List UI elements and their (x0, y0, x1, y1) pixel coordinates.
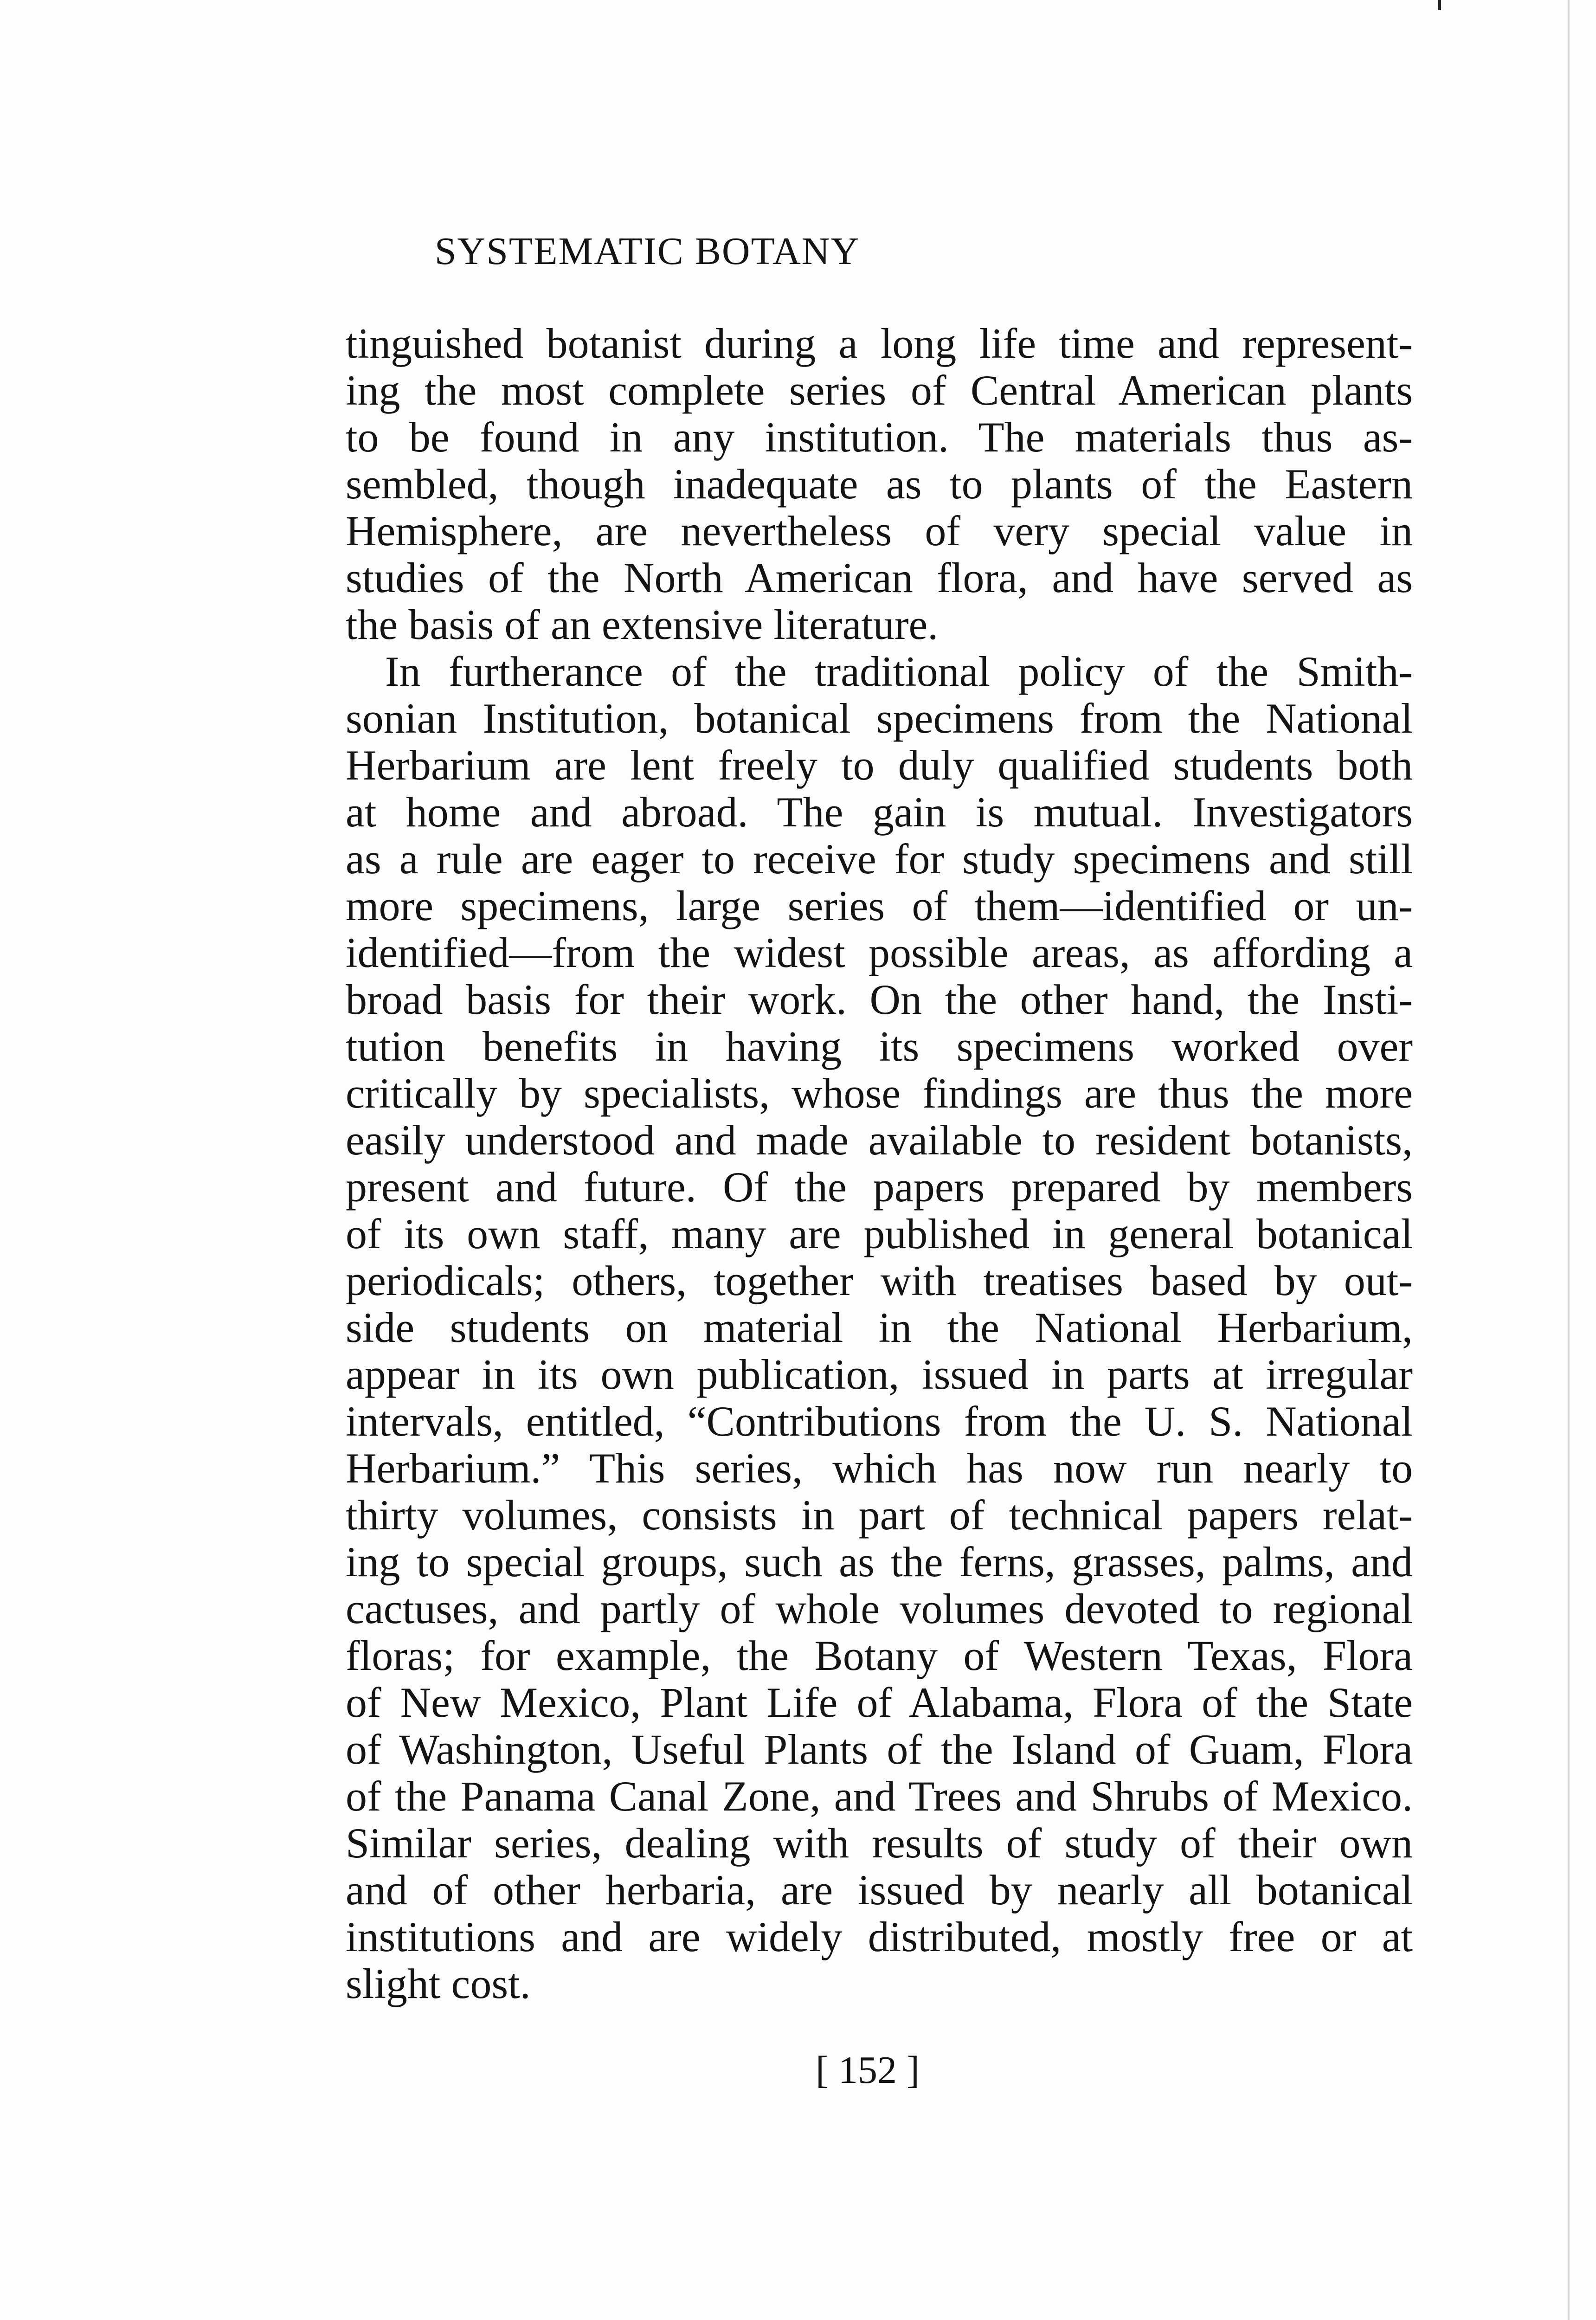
text-line: as a rule are eager to receive for study specimens and still (346, 835, 1413, 883)
page-number: [ 152 ] (816, 2049, 920, 2092)
text-line: tution benefits in having its specimens worked over (346, 1023, 1413, 1070)
text-line: cactuses, and partly of whole volumes devoted to regional (346, 1585, 1413, 1632)
scan-mark (1438, 0, 1441, 10)
body-text (346, 320, 1413, 2007)
text-line: sonian Institution, botanical specimens from the National (346, 695, 1413, 742)
text-line: tinguished botanist during a long life time and represent- (346, 320, 1413, 367)
text-line: floras; for example, the Botany of Western Texas, Flora (346, 1632, 1413, 1679)
text-line: of its own staff, many are published in general botanical (346, 1210, 1413, 1257)
text-line: sembled, though inadequate as to plants of the Eastern (346, 460, 1413, 508)
text-line: of the Panama Canal Zone, and Trees and Shrubs of Mexico. (346, 1772, 1413, 1820)
text-line: ing the most complete series of Central American plants (346, 367, 1413, 414)
text-line: appear in its own publication, issued in parts at irregular (346, 1351, 1413, 1398)
page-edge (1568, 0, 1570, 2320)
text-line: critically by specialists, whose findings are thus the more (346, 1070, 1413, 1117)
text-line: thirty volumes, consists in part of technical papers relat- (346, 1491, 1413, 1539)
text-line: periodicals; others, together with treatises based by out- (346, 1257, 1413, 1304)
running-head: SYSTEMATIC BOTANY (434, 230, 860, 273)
text-line: of New Mexico, Plant Life of Alabama, Flora of the State (346, 1679, 1413, 1726)
text-line: side students on material in the National Herbarium, (346, 1304, 1413, 1351)
text-line: present and future. Of the papers prepared by members (346, 1163, 1413, 1211)
text-line: intervals, entitled, “Contributions from the U. S. National (346, 1398, 1413, 1445)
text-line: Herbarium.” This series, which has now run nearly to (346, 1444, 1413, 1492)
text-line: Hemisphere, are nevertheless of very special value in (346, 507, 1413, 554)
text-line: easily understood and made available to resident botanists, (346, 1116, 1413, 1164)
text-line: institutions and are widely distributed, mostly free or at (346, 1913, 1413, 1960)
text-line: of Washington, Useful Plants of the Island of Guam, Flora (346, 1726, 1413, 1773)
text-line: more specimens, large series of them—identified or un- (346, 882, 1413, 929)
text-line: the basis of an extensive literature. (346, 601, 939, 648)
text-line: In furtherance of the traditional policy of the Smith- (385, 648, 1413, 695)
text-line: studies of the North American flora, and have served as (346, 554, 1413, 601)
text-line: identified—from the widest possible areas, as affording a (346, 929, 1413, 976)
text-line: ing to special groups, such as the ferns, grasses, palms, and (346, 1538, 1413, 1585)
text-line: slight cost. (346, 1960, 531, 2007)
text-line: Herbarium are lent freely to duly qualified students both (346, 741, 1413, 789)
text-line: Similar series, dealing with results of study of their own (346, 1819, 1413, 1867)
text-line: to be found in any institution. The materials thus as- (346, 413, 1413, 461)
text-line: broad basis for their work. On the other hand, the Insti- (346, 976, 1413, 1023)
text-line: and of other herbaria, are issued by nearly all botanical (346, 1866, 1413, 1914)
text-line: at home and abroad. The gain is mutual. Investigators (346, 788, 1413, 836)
